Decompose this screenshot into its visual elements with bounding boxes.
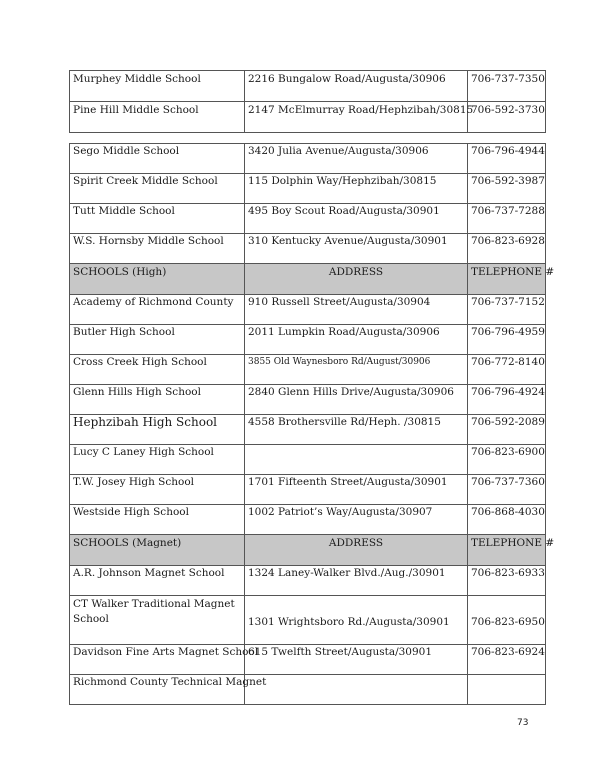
address-cell: 1701 Fifteenth Street/Augusta/30901 (245, 475, 468, 505)
table-row (70, 475, 546, 505)
phone-cell: 706-823-6933 (468, 566, 546, 596)
table-row (70, 71, 546, 102)
address-cell: 2840 Glenn Hills Drive/Augusta/30906 (245, 385, 468, 415)
table-row (70, 174, 546, 204)
school-name-cell: Cross Creek High School (70, 355, 245, 385)
school-name-cell: Spirit Creek Middle School (70, 174, 245, 204)
phone-cell: 706-796-4959 (468, 325, 546, 355)
table-row (70, 596, 546, 645)
table-row (70, 566, 546, 596)
phone-cell (468, 675, 546, 705)
address-cell: 310 Kentucky Avenue/Augusta/30901 (245, 234, 468, 264)
page-number: 73 (517, 718, 529, 728)
table-row (70, 325, 546, 355)
school-name-cell: Lucy C Laney High School (70, 445, 245, 475)
table-row (70, 505, 546, 535)
phone-cell: 706-796-4924 (468, 385, 546, 415)
section-header-school: SCHOOLS (Magnet) (70, 535, 245, 566)
table-row (70, 445, 546, 475)
section-header-phone: TELEPHONE # (468, 535, 546, 566)
address-cell: 2011 Lumpkin Road/Augusta/30906 (245, 325, 468, 355)
address-cell: 3420 Julia Avenue/Augusta/30906 (245, 144, 468, 174)
school-name-cell: Tutt Middle School (70, 204, 245, 234)
address-cell: 3855 Old Waynesboro Rd/August/30906 (245, 355, 468, 385)
section-header-school: SCHOOLS (High) (70, 264, 245, 295)
school-name-cell: W.S. Hornsby Middle School (70, 234, 245, 264)
table-row (70, 234, 546, 264)
school-name-cell: Westside High School (70, 505, 245, 535)
phone-cell: 706-772-8140 (468, 355, 546, 385)
table-row (70, 204, 546, 234)
school-name-cell: Sego Middle School (70, 144, 245, 174)
section-header-row-high (70, 264, 546, 295)
table-row (70, 675, 546, 705)
school-directory-table (69, 143, 555, 705)
school-name-cell: Richmond County Technical Magnet (70, 675, 245, 705)
school-directory-table-continued (69, 70, 546, 133)
table-row (70, 102, 546, 133)
address-cell (245, 445, 468, 475)
school-name-cell: Davidson Fine Arts Magnet School (70, 645, 245, 675)
phone-cell: 706-737-7288 (468, 204, 546, 234)
phone-cell: 706-592-3730 (468, 102, 546, 133)
phone-cell: 706-592-2089 (468, 415, 546, 445)
school-name-cell: Butler High School (70, 325, 245, 355)
school-name-cell: Murphey Middle School (70, 71, 245, 102)
address-cell: 1324 Laney-Walker Blvd./Aug./30901 (245, 566, 468, 596)
school-name-cell: Hephzibah High School (70, 415, 245, 445)
table-row (70, 415, 546, 445)
section-header-address: ADDRESS (245, 264, 468, 295)
phone-cell: 706-796-4944 (468, 144, 546, 174)
school-name-cell: T.W. Josey High School (70, 475, 245, 505)
phone-cell: 706-823-6924 (468, 645, 546, 675)
phone-cell: 706-737-7152 (468, 295, 546, 325)
table-row (70, 295, 546, 325)
table-row (70, 385, 546, 415)
school-name-cell: CT Walker Traditional Magnet School (70, 596, 245, 645)
address-cell (245, 675, 468, 705)
address-cell: 495 Boy Scout Road/Augusta/30901 (245, 204, 468, 234)
school-name-cell: Glenn Hills High School (70, 385, 245, 415)
section-header-row-magnet (70, 535, 546, 566)
section-header-phone: TELEPHONE # (468, 264, 546, 295)
phone-cell: 706-823-6900 (468, 445, 546, 475)
address-cell: 115 Dolphin Way/Hephzibah/30815 (245, 174, 468, 204)
address-cell: 615 Twelfth Street/Augusta/30901 (245, 645, 468, 675)
school-name-cell: Academy of Richmond County (70, 295, 245, 325)
table-row (70, 355, 546, 385)
table-row (70, 645, 546, 675)
address-cell: 910 Russell Street/Augusta/30904 (245, 295, 468, 325)
address-cell: 2216 Bungalow Road/Augusta/30906 (245, 71, 468, 102)
address-cell: 4558 Brothersville Rd/Heph. /30815 (245, 415, 468, 445)
phone-cell: 706-868-4030 (468, 505, 546, 535)
phone-cell: 706-737-7360 (468, 475, 546, 505)
school-name-cell: A.R. Johnson Magnet School (70, 566, 245, 596)
school-name-cell: Pine Hill Middle School (70, 102, 245, 133)
phone-cell: 706-592-3987 (468, 174, 546, 204)
phone-cell: 706-737-7350 (468, 71, 546, 102)
table-row (70, 144, 546, 174)
phone-cell: 706-823-6950 (468, 596, 546, 645)
address-cell: 2147 McElmurray Road/Hephzibah/30815 (245, 102, 468, 133)
address-cell: 1002 Patriot’s Way/Augusta/30907 (245, 505, 468, 535)
address-cell: 1301 Wrightsboro Rd./Augusta/30901 (245, 596, 468, 645)
phone-cell: 706-823-6928 (468, 234, 546, 264)
section-header-address: ADDRESS (245, 535, 468, 566)
